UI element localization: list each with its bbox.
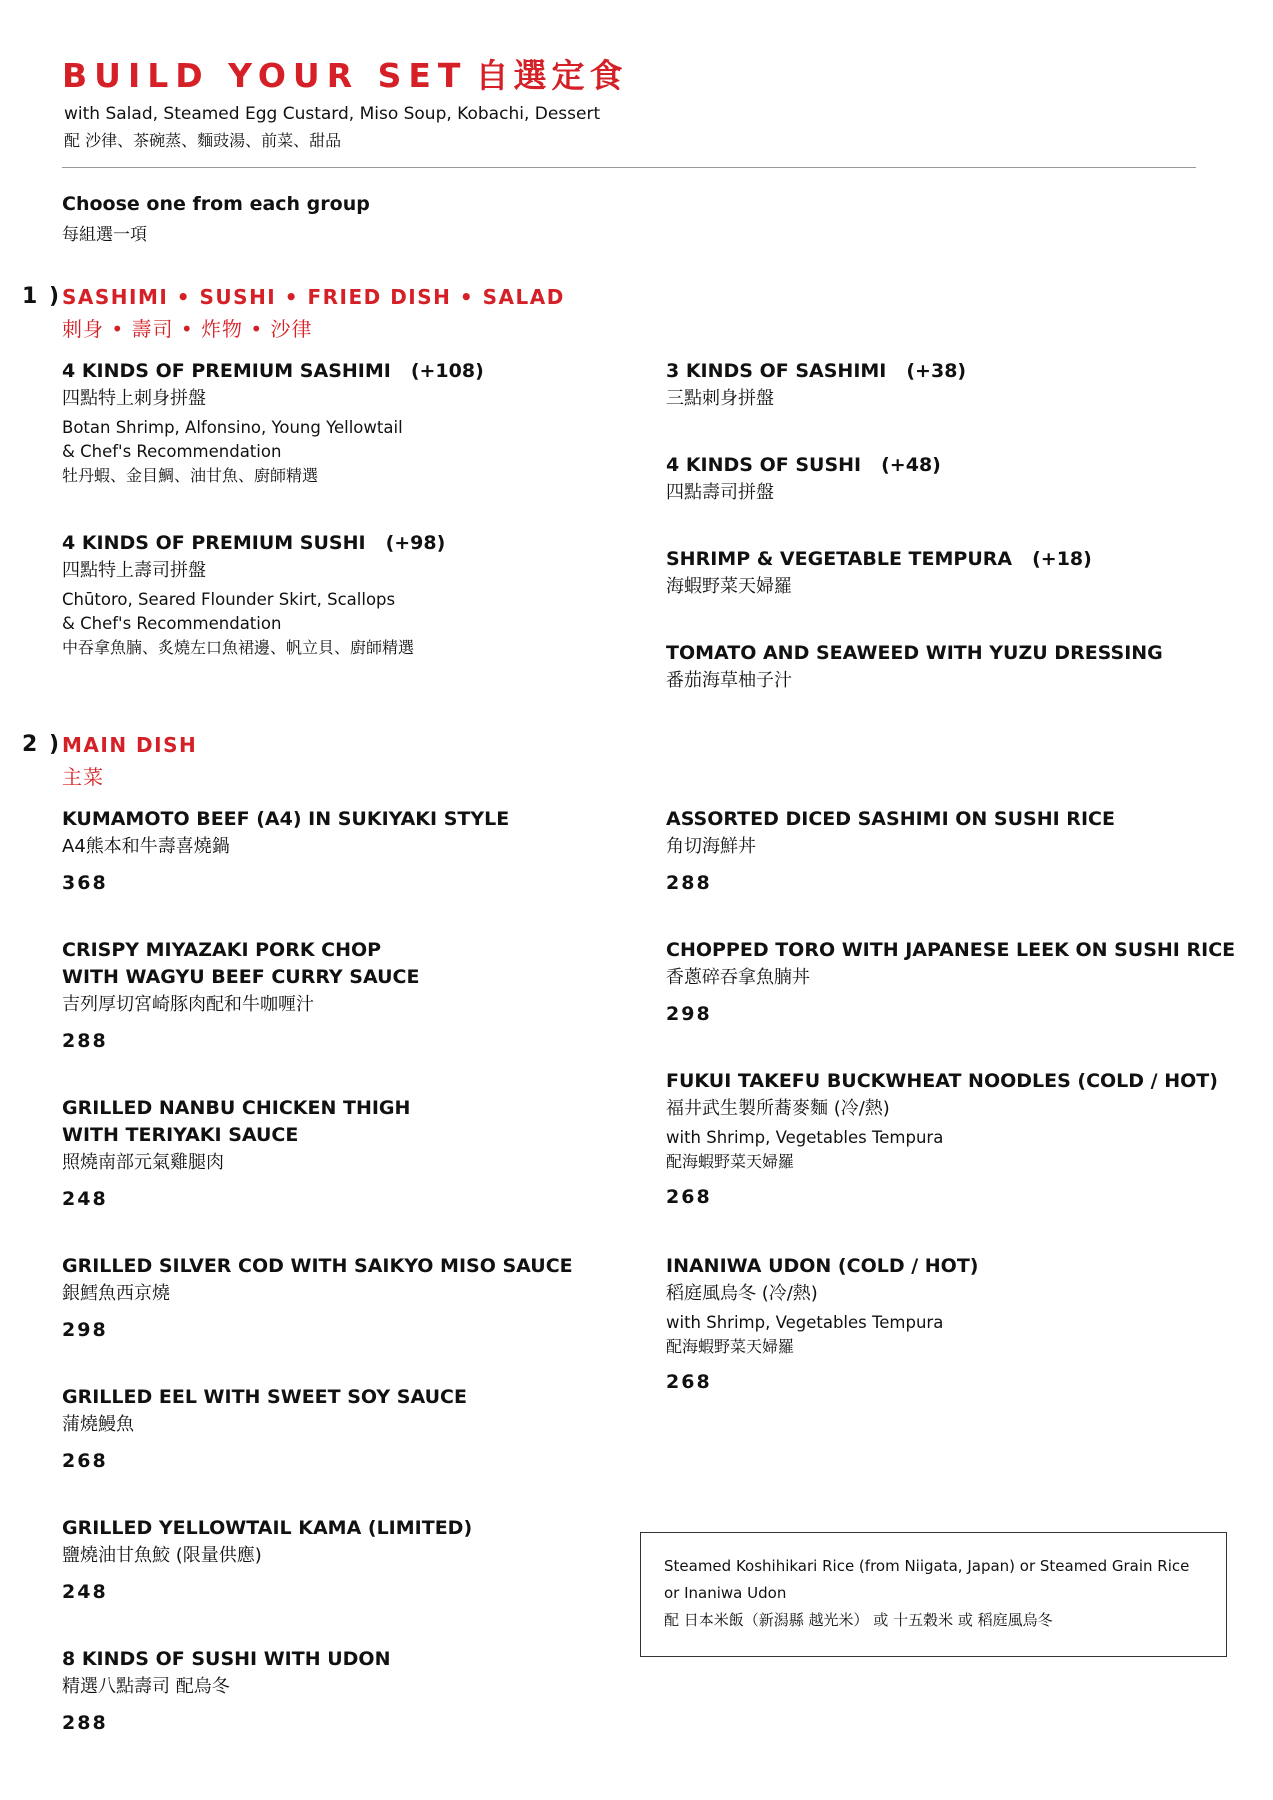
item-price: 268 (666, 1186, 712, 1208)
menu-item (62, 530, 445, 660)
item-name-zh: 四點壽司拼盤 (666, 482, 774, 503)
item-name-zh: 番茄海草柚子汁 (666, 670, 792, 691)
menu-item (62, 1646, 390, 1734)
item-price: 268 (62, 1450, 108, 1472)
item-description: with Shrimp, Vegetables Tempura (666, 1313, 944, 1332)
item-price: 288 (62, 1030, 108, 1052)
item-name: GRILLED SILVER COD WITH SAIKYO MISO SAUCE (62, 1255, 573, 1277)
item-description: with Shrimp, Vegetables Tempura (666, 1128, 944, 1147)
menu-item (666, 1253, 978, 1393)
choose-instruction-zh: 每組選一項 (62, 225, 147, 245)
item-price: 298 (62, 1319, 108, 1341)
section-title: MAIN DISH (62, 733, 198, 757)
item-price: 288 (62, 1712, 108, 1734)
section-title: SASHIMI • SUSHI • FRIED DISH • SALAD (62, 285, 565, 309)
set-includes: with Salad, Steamed Egg Custard, Miso Soup, Kobachi, Dessert (64, 104, 601, 124)
item-name-zh: A4熊本和牛壽喜燒鍋 (62, 836, 230, 857)
item-surcharge: (+98) (385, 532, 446, 554)
item-description-zh: 配海蝦野菜天婦羅 (666, 1152, 795, 1171)
note-line: Steamed Koshihikari Rice (from Niigata, Japan) or Steamed Grain Rice (664, 1557, 1190, 1575)
title-zh: 自選定食 (475, 56, 628, 95)
item-name: 8 KINDS OF SUSHI WITH UDON (62, 1648, 391, 1670)
item-name: GRILLED EEL WITH SWEET SOY SAUCE (62, 1386, 467, 1408)
section-title-zh: 主菜 (62, 765, 104, 789)
note-line: or Inaniwa Udon (664, 1584, 787, 1602)
choose-instruction: Choose one from each group (62, 193, 370, 215)
menu-item (666, 452, 941, 506)
menu-item (62, 806, 509, 894)
item-price: 298 (666, 1003, 712, 1025)
item-name-line2: WITH WAGYU BEEF CURRY SAUCE (62, 966, 420, 988)
item-name-zh: 照燒南部元氣雞腿肉 (62, 1152, 224, 1173)
item-name-zh: 精選八點壽司 配烏冬 (62, 1676, 230, 1697)
menu-item (666, 937, 1235, 1025)
menu-item (666, 546, 1092, 600)
item-name: GRILLED NANBU CHICKEN THIGH (62, 1097, 411, 1119)
item-name: 4 KINDS OF PREMIUM SUSHI (+98) (62, 532, 446, 554)
item-name-zh: 稻庭風烏冬 (冷/熱) (666, 1283, 818, 1304)
item-description: & Chef's Recommendation (62, 442, 282, 461)
rice-note-box (640, 1532, 1227, 1657)
item-price: 288 (666, 872, 712, 894)
menu-item (62, 358, 484, 488)
item-name-zh: 福井武生製所蕎麥麵 (冷/熱) (666, 1098, 890, 1119)
page-title (62, 50, 627, 97)
item-price: 248 (62, 1581, 108, 1603)
item-description: Chūtoro, Seared Flounder Skirt, Scallops (62, 590, 396, 609)
item-name-zh: 四點特上壽司拼盤 (62, 560, 206, 581)
item-name-zh: 角切海鮮丼 (666, 836, 756, 857)
item-name-zh: 蒲燒鰻魚 (62, 1414, 134, 1435)
item-name-line2: WITH TERIYAKI SAUCE (62, 1124, 299, 1146)
item-description-zh: 中吞拿魚腩、炙燒左口魚裙邊、帆立貝、廚師精選 (62, 638, 415, 657)
item-name-zh: 鹽燒油甘魚鮫 (限量供應) (62, 1545, 262, 1566)
item-name: SHRIMP & VEGETABLE TEMPURA (+18) (666, 548, 1092, 570)
item-name-zh: 銀鱈魚西京燒 (62, 1283, 170, 1304)
title-en: BUILD YOUR SET (62, 56, 468, 95)
item-name: 4 KINDS OF PREMIUM SASHIMI (+108) (62, 360, 484, 382)
item-name-zh: 香蔥碎吞拿魚腩丼 (666, 967, 810, 988)
item-name: INANIWA UDON (COLD / HOT) (666, 1255, 979, 1277)
item-name-zh: 四點特上刺身拼盤 (62, 388, 206, 409)
item-surcharge: (+108) (410, 360, 484, 382)
item-name: CRISPY MIYAZAKI PORK CHOP (62, 939, 382, 961)
item-name: TOMATO AND SEAWEED WITH YUZU DRESSING (666, 642, 1163, 664)
item-description-zh: 配海蝦野菜天婦羅 (666, 1337, 795, 1356)
divider (62, 167, 1196, 168)
item-name: 3 KINDS OF SASHIMI (+38) (666, 360, 967, 382)
menu-item (62, 937, 419, 1052)
item-name: ASSORTED DICED SASHIMI ON SUSHI RICE (666, 808, 1115, 830)
item-name-zh: 海蝦野菜天婦羅 (666, 576, 792, 597)
section-number: 2 ) (22, 732, 62, 757)
item-description: Botan Shrimp, Alfonsino, Young Yellowtail (62, 418, 403, 437)
item-description: & Chef's Recommendation (62, 614, 282, 633)
menu-item (666, 358, 966, 412)
note-line-zh: 配 日本米飯（新潟縣 越光米） 或 十五穀米 或 稻庭風烏冬 (664, 1611, 1053, 1629)
item-surcharge: (+38) (906, 360, 967, 382)
item-surcharge: (+18) (1032, 548, 1092, 570)
menu-item (62, 1515, 472, 1603)
menu-item (62, 1384, 467, 1472)
item-name: GRILLED YELLOWTAIL KAMA (LIMITED) (62, 1517, 473, 1539)
item-price: 268 (666, 1371, 712, 1393)
menu-item (666, 1068, 1218, 1208)
item-price: 368 (62, 872, 108, 894)
item-price: 248 (62, 1188, 108, 1210)
section-number: 1 ) (22, 284, 62, 309)
item-name-zh: 三點刺身拼盤 (666, 388, 774, 409)
set-includes-zh: 配 沙律、茶碗蒸、麵豉湯、前菜、甜品 (64, 131, 342, 150)
menu-item (666, 640, 1163, 694)
item-surcharge: (+48) (881, 454, 941, 476)
item-name: 4 KINDS OF SUSHI (+48) (666, 454, 941, 476)
menu-item (62, 1095, 410, 1210)
menu-item (666, 806, 1115, 894)
item-name-zh: 吉列厚切宮崎豚肉配和牛咖喱汁 (62, 994, 314, 1015)
item-description-zh: 牡丹蝦、金目鯛、油甘魚、廚師精選 (62, 466, 319, 485)
item-name: CHOPPED TORO WITH JAPANESE LEEK ON SUSHI RICE (666, 939, 1236, 961)
item-name: KUMAMOTO BEEF (A4) IN SUKIYAKI STYLE (62, 808, 510, 830)
menu-item (62, 1253, 573, 1341)
section-title-zh: 刺身 • 壽司 • 炸物 • 沙律 (62, 317, 313, 341)
item-name: FUKUI TAKEFU BUCKWHEAT NOODLES (COLD / HOT) (666, 1070, 1218, 1092)
